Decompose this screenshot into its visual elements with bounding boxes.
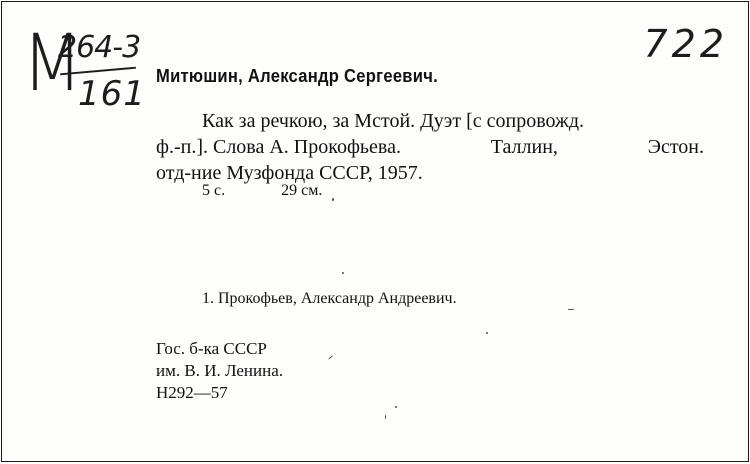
dust-speck [385,415,386,419]
title-line-3: отд-ние Музфонда СССР, 1957. [156,162,423,184]
dust-speck [328,356,332,360]
title-line-2-left: ф.-п.]. Слова А. Прокофьева. [156,136,401,158]
imprint-line-1: Гос. б-ка СССР [156,339,267,358]
title-line-2-right: Эстон. [647,136,704,158]
title-area [156,108,704,186]
dust-speck [332,198,334,201]
catalog-card [1,1,749,462]
library-imprint [156,338,283,404]
dust-speck [568,309,574,310]
title-line-2 [156,134,704,160]
shelf-mark-letter: М [22,19,83,109]
collation-pages: 5 с. [202,182,226,199]
dust-speck [395,406,397,408]
shelf-mark [22,19,146,124]
shelf-mark-bottom: 161 [78,74,146,114]
dust-speck [486,332,488,334]
collation [202,182,322,200]
publication-place: Таллин, [490,136,558,158]
added-entry: 1. Прокофьев, Александр Андреевич. [202,290,457,307]
author-heading: Митюшин, Александр Сергеевич. [156,66,438,86]
title-line-1: Как за речкою, за Мстой. Дуэт [с сопровожд. [202,110,585,132]
corner-number: 722 [643,22,728,66]
imprint-line-3: Н292—57 [156,383,228,402]
shelf-mark-top: 264-3 [58,30,141,65]
dust-speck [342,272,344,274]
imprint-line-2: им. В. И. Ленина. [156,361,284,380]
collation-height: 29 см. [281,182,323,199]
